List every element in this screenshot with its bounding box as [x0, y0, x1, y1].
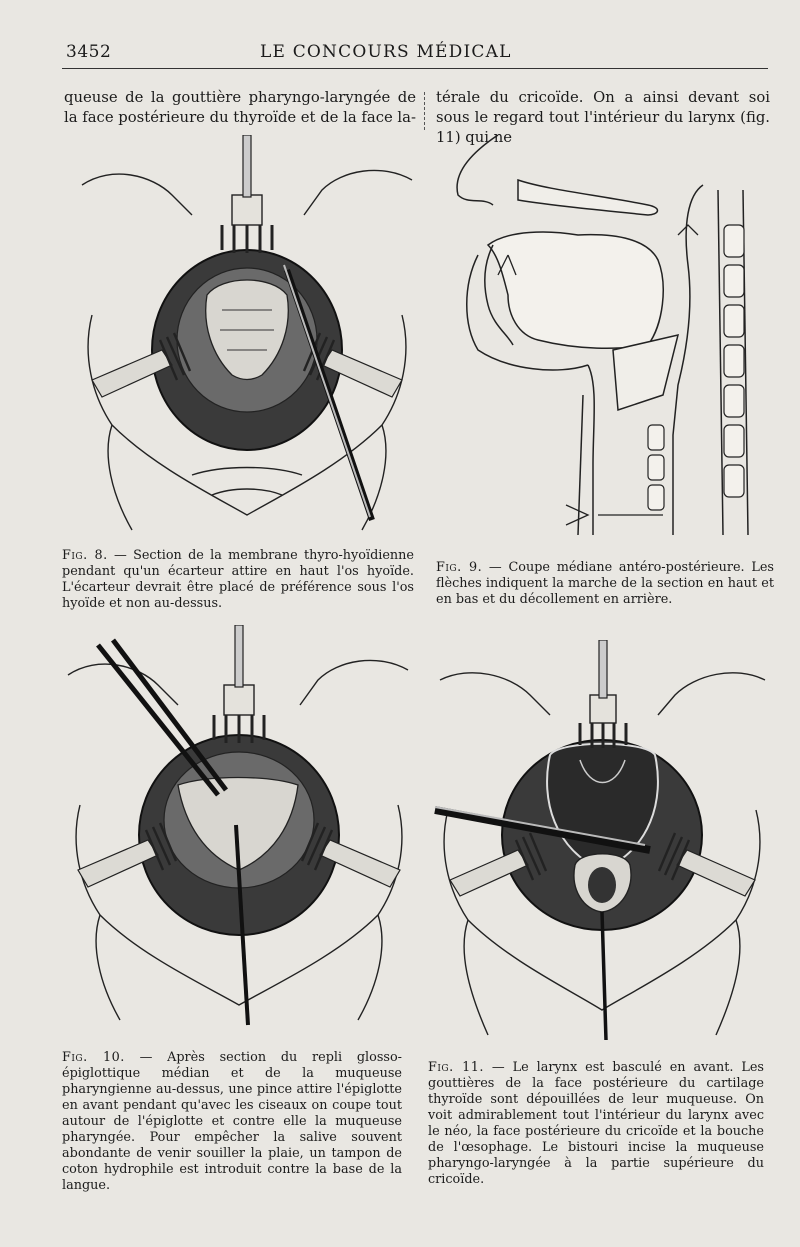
figure-8-caption [62, 548, 414, 612]
body-text-left: queuse de la gouttière pharyngo-laryngée de la face postérieure du thyroïde et de la face la- [64, 89, 416, 126]
figure-9-caption-text: — Coupe médiane antéro-postérieure. Les flèches indiquent la marche de la section en haut et en bas et du décollement en arrière. [436, 560, 774, 607]
figure-11-caption-text: — Le larynx est basculé en avant. Les gouttières de la face postérieure du cartilage thyroïde sont dépouillées de leur muqueuse. On voit admirablement tout l'intérieur du larynx avec le néo, la face postérieure du cricoïde et la bouche de l'œsophage. Le bistouri incise la muqueuse pharyngo-laryngée à la partie supérieure du cricoïde. [428, 1060, 764, 1187]
figure-9-label: Fig. 9. [436, 560, 483, 575]
figure-11-label: Fig. 11. [428, 1060, 484, 1075]
figure-10-illustration [58, 625, 420, 1030]
figure-8-caption-text: — Section de la membrane thyro-hyoïdienne pendant qu'un écarteur attire en haut l'os hyoïde. L'écarteur devrait être placé de préférence sous l'os hyoïde et non au-dessus. [62, 548, 414, 611]
figure-10-drawing [58, 625, 420, 1030]
figure-9-drawing [448, 135, 768, 555]
figure-8-label: Fig. 8. [62, 548, 108, 563]
figure-9-illustration [448, 135, 768, 555]
figure-10-label: Fig. 10. [62, 1050, 125, 1065]
figure-10-caption-text: — Après section du repli glosso-épiglottique médian et de la muqueuse pharyngienne au-dessus, une pince attire l'épiglotte en avant pendant qu'avec les ciseaux on coupe tout autour de l'épiglotte et contre elle la muqueuse pharyngée. Pour empêcher la salive souvent abondante de venir souiller la plaie, un tampon de coton hydrophile est introduit contre la base de la langue. [62, 1050, 402, 1193]
figure-9-caption [436, 560, 774, 608]
figure-8-drawing [72, 135, 422, 540]
figure-8-illustration [72, 135, 422, 540]
figure-11-illustration [430, 640, 775, 1045]
figure-10-caption [62, 1050, 402, 1194]
column-divider [424, 92, 425, 130]
figure-11-drawing [430, 640, 775, 1045]
body-text-right: térale du cricoïde. On a ainsi devant soi sous le regard tout l'intérieur du larynx (fig. 11) qui ne [436, 89, 770, 146]
journal-title: LE CONCOURS MÉDICAL [260, 42, 512, 62]
page-number: 3452 [66, 42, 112, 62]
figure-11-caption [428, 1060, 764, 1188]
header-rule [62, 68, 768, 69]
